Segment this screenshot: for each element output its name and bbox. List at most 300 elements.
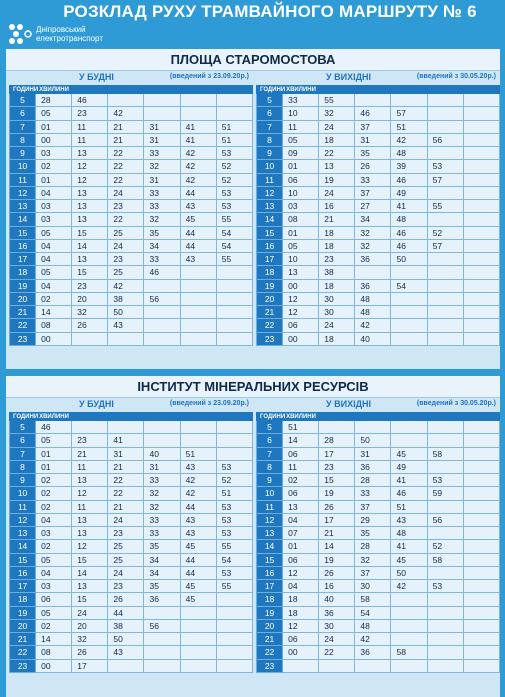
minute-cell: 13 (72, 513, 108, 526)
minute-cell: 02 (36, 500, 72, 513)
minute-cell: 05 (36, 107, 72, 120)
hour-cell: 17 (10, 580, 36, 593)
hour-cell: 8 (10, 133, 36, 146)
minute-cell (144, 94, 180, 107)
minute-cell: 04 (36, 253, 72, 266)
minute-cell: 05 (36, 434, 72, 447)
minute-cell: 05 (36, 266, 72, 279)
table-row (257, 633, 500, 646)
minute-cell: 12 (283, 566, 319, 579)
minute-cell (463, 659, 499, 672)
weekend-label: У ВИХІДНІ (326, 399, 371, 409)
minute-cell: 52 (216, 173, 252, 186)
minute-cell (180, 421, 216, 434)
table-row (10, 566, 253, 579)
minute-cell: 53 (216, 147, 252, 160)
table-row (257, 94, 500, 107)
hour-cell: 7 (257, 447, 283, 460)
table-row (10, 107, 253, 120)
minute-cell: 33 (144, 253, 180, 266)
minute-cell (427, 94, 463, 107)
minute-cell: 43 (180, 460, 216, 473)
minute-cell: 28 (355, 540, 391, 553)
minute-cell: 16 (319, 580, 355, 593)
table-row (257, 566, 500, 579)
table-row (10, 266, 253, 279)
hour-cell: 7 (10, 447, 36, 460)
minute-cell (463, 633, 499, 646)
minute-cell (72, 421, 108, 434)
table-row (10, 133, 253, 146)
minute-cell: 43 (180, 253, 216, 266)
weekday-schedule (9, 398, 253, 673)
minute-cell: 36 (355, 646, 391, 659)
minute-cell: 42 (180, 487, 216, 500)
minute-cell (463, 253, 499, 266)
minute-cell (463, 566, 499, 579)
hour-cell: 7 (10, 120, 36, 133)
minute-cell: 03 (36, 580, 72, 593)
minute-cell (427, 500, 463, 513)
minute-cell: 51 (216, 133, 252, 146)
minute-cell (427, 460, 463, 473)
minute-cell: 52 (427, 540, 463, 553)
minute-cell: 42 (180, 160, 216, 173)
minute-cell: 22 (319, 646, 355, 659)
minute-cell (463, 213, 499, 226)
hour-cell: 6 (10, 107, 36, 120)
minute-cell: 35 (355, 527, 391, 540)
minute-cell (427, 186, 463, 199)
minute-cell: 34 (144, 553, 180, 566)
minute-cell (463, 580, 499, 593)
minute-cell (216, 279, 252, 292)
hour-cell: 9 (257, 474, 283, 487)
minute-cell: 05 (36, 553, 72, 566)
minute-cell (216, 266, 252, 279)
minute-cell: 04 (36, 566, 72, 579)
minute-cell (180, 434, 216, 447)
minute-cell: 09 (283, 147, 319, 160)
minute-cell: 12 (283, 292, 319, 305)
minute-cell: 51 (216, 487, 252, 500)
minute-cell (216, 619, 252, 632)
minute-cell (391, 266, 427, 279)
minute-cell: 52 (216, 474, 252, 487)
minute-cell: 54 (355, 606, 391, 619)
minute-cell: 21 (108, 120, 144, 133)
minute-cell: 12 (72, 173, 108, 186)
hour-cell: 10 (257, 487, 283, 500)
minute-cell (319, 659, 355, 672)
table-row (257, 447, 500, 460)
minute-cell: 53 (216, 200, 252, 213)
minute-cell: 23 (72, 279, 108, 292)
minute-cell: 15 (72, 266, 108, 279)
minute-cell: 10 (283, 186, 319, 199)
page-title: РОЗКЛАД РУХУ ТРАМВАЙНОГО МАРШРУТУ № 6 (63, 2, 477, 21)
minute-cell: 10 (283, 253, 319, 266)
minute-cell (427, 266, 463, 279)
minute-cell: 21 (72, 447, 108, 460)
minute-cell: 53 (216, 566, 252, 579)
table-row (10, 421, 253, 434)
hour-cell: 6 (10, 434, 36, 447)
minute-cell: 21 (108, 500, 144, 513)
stop-title: ІНСТИТУТ МІНЕРАЛЬНИХ РЕСУРСІВ (6, 376, 500, 398)
minute-cell (144, 319, 180, 332)
hour-cell: 9 (10, 147, 36, 160)
table-row (257, 619, 500, 632)
table-row (10, 160, 253, 173)
table-row (257, 659, 500, 672)
table-row (10, 226, 253, 239)
minute-cell: 19 (319, 173, 355, 186)
minute-cell: 51 (180, 447, 216, 460)
minute-cell (427, 306, 463, 319)
minute-cell: 03 (36, 527, 72, 540)
hour-cell: 14 (257, 213, 283, 226)
minute-cell: 27 (355, 200, 391, 213)
minute-cell: 26 (72, 319, 108, 332)
minute-cell: 11 (72, 500, 108, 513)
minute-cell: 43 (108, 319, 144, 332)
table-row (257, 292, 500, 305)
minute-cell: 30 (319, 292, 355, 305)
minute-cell: 52 (427, 226, 463, 239)
minute-cell: 32 (319, 107, 355, 120)
minute-cell (463, 606, 499, 619)
minute-cell: 15 (72, 553, 108, 566)
minute-cell: 14 (72, 566, 108, 579)
table-row (257, 474, 500, 487)
minute-cell: 35 (144, 540, 180, 553)
minute-cell: 32 (355, 226, 391, 239)
minute-cell (463, 332, 499, 345)
minute-cell (463, 279, 499, 292)
minute-cell (391, 606, 427, 619)
minute-cell (144, 332, 180, 345)
minute-cell: 13 (72, 147, 108, 160)
schedule-table (9, 412, 253, 673)
minute-cell: 21 (108, 460, 144, 473)
minute-cell: 00 (283, 279, 319, 292)
hour-cell: 18 (10, 266, 36, 279)
minute-cell: 48 (355, 292, 391, 305)
hour-cell: 18 (257, 266, 283, 279)
hour-cell: 8 (257, 460, 283, 473)
hour-cell: 9 (257, 147, 283, 160)
table-row (10, 147, 253, 160)
minute-cell (216, 292, 252, 305)
table-row (10, 633, 253, 646)
minute-cell (463, 120, 499, 133)
minute-cell: 56 (427, 513, 463, 526)
minute-cell: 45 (180, 540, 216, 553)
minute-cell (216, 319, 252, 332)
hour-cell: 22 (257, 646, 283, 659)
table-row (10, 332, 253, 345)
minute-cell (180, 332, 216, 345)
hour-cell: 21 (257, 306, 283, 319)
minute-cell (108, 94, 144, 107)
minute-cell: 46 (391, 239, 427, 252)
table-row (257, 186, 500, 199)
table-row (257, 606, 500, 619)
minute-cell (427, 253, 463, 266)
minute-cell (391, 94, 427, 107)
minute-cell (355, 659, 391, 672)
minute-cell: 11 (72, 133, 108, 146)
hour-cell: 12 (10, 186, 36, 199)
minute-cell: 15 (319, 474, 355, 487)
minute-cell (180, 319, 216, 332)
minute-cell (180, 633, 216, 646)
minutes-header: ХВИЛИНИ (36, 413, 253, 421)
table-row (257, 580, 500, 593)
hour-cell: 9 (10, 474, 36, 487)
minute-cell: 22 (108, 173, 144, 186)
table-row (10, 279, 253, 292)
minutes-header: ХВИЛИНИ (36, 86, 253, 94)
minute-cell (216, 332, 252, 345)
minute-cell: 38 (319, 266, 355, 279)
minute-cell (180, 619, 216, 632)
minute-cell: 17 (319, 513, 355, 526)
stop-section-ploshcha-staromostova (6, 49, 500, 369)
minute-cell (180, 292, 216, 305)
minute-cell: 31 (355, 133, 391, 146)
minute-cell: 42 (108, 107, 144, 120)
minute-cell: 12 (72, 160, 108, 173)
minute-cell: 35 (144, 580, 180, 593)
minute-cell: 06 (283, 447, 319, 460)
weekday-label: У БУДНІ (79, 399, 114, 409)
minute-cell: 55 (319, 94, 355, 107)
minute-cell: 32 (144, 160, 180, 173)
minute-cell (427, 332, 463, 345)
table-row (10, 434, 253, 447)
minute-cell: 06 (283, 553, 319, 566)
minute-cell (463, 500, 499, 513)
minute-cell (463, 460, 499, 473)
minute-cell: 46 (72, 94, 108, 107)
minute-cell: 41 (180, 133, 216, 146)
minute-cell (463, 421, 499, 434)
minute-cell: 24 (108, 513, 144, 526)
minute-cell (391, 619, 427, 632)
hours-header: ГОДИНИ (257, 413, 283, 421)
minute-cell (391, 659, 427, 672)
hour-cell: 13 (10, 200, 36, 213)
minute-cell (391, 633, 427, 646)
minute-cell: 05 (283, 133, 319, 146)
table-row (257, 540, 500, 553)
minute-cell: 53 (216, 460, 252, 473)
minute-cell: 40 (355, 332, 391, 345)
minute-cell: 26 (108, 593, 144, 606)
minute-cell: 11 (283, 460, 319, 473)
minute-cell (144, 606, 180, 619)
hour-cell: 12 (257, 186, 283, 199)
minute-cell: 53 (427, 160, 463, 173)
minute-cell (463, 107, 499, 120)
minute-cell (463, 474, 499, 487)
hour-cell: 13 (257, 200, 283, 213)
hour-cell: 16 (10, 239, 36, 252)
minute-cell: 58 (427, 447, 463, 460)
hour-cell: 20 (257, 292, 283, 305)
table-row (257, 239, 500, 252)
minute-cell: 19 (319, 487, 355, 500)
minute-cell: 40 (144, 447, 180, 460)
minute-cell: 41 (180, 120, 216, 133)
hour-cell: 19 (10, 606, 36, 619)
minute-cell: 52 (216, 160, 252, 173)
hour-cell: 14 (10, 213, 36, 226)
minute-cell: 01 (36, 447, 72, 460)
minute-cell: 51 (283, 421, 319, 434)
minute-cell: 16 (319, 200, 355, 213)
minute-cell: 42 (108, 279, 144, 292)
hour-cell: 22 (10, 646, 36, 659)
minute-cell: 54 (216, 239, 252, 252)
minute-cell: 50 (108, 306, 144, 319)
hour-cell: 22 (10, 319, 36, 332)
minute-cell: 22 (319, 147, 355, 160)
minute-cell: 00 (283, 646, 319, 659)
hour-cell: 16 (10, 566, 36, 579)
hour-cell: 20 (10, 292, 36, 305)
minute-cell: 36 (355, 253, 391, 266)
table-row (257, 147, 500, 160)
hour-cell: 20 (10, 619, 36, 632)
minute-cell (180, 306, 216, 319)
minute-cell (108, 421, 144, 434)
minute-cell: 28 (355, 474, 391, 487)
minute-cell: 25 (108, 226, 144, 239)
minute-cell: 43 (391, 513, 427, 526)
minute-cell (463, 540, 499, 553)
minute-cell: 31 (144, 460, 180, 473)
hour-cell: 23 (10, 332, 36, 345)
minute-cell (144, 659, 180, 672)
minute-cell: 11 (283, 120, 319, 133)
minute-cell: 41 (391, 474, 427, 487)
minute-cell: 04 (36, 279, 72, 292)
hour-cell: 10 (10, 160, 36, 173)
table-row (10, 239, 253, 252)
minute-cell: 37 (355, 120, 391, 133)
minute-cell: 18 (319, 332, 355, 345)
weekend-schedule (256, 398, 500, 673)
table-row (10, 186, 253, 199)
minute-cell (463, 306, 499, 319)
minute-cell: 46 (144, 266, 180, 279)
minute-cell: 24 (72, 606, 108, 619)
minute-cell: 02 (36, 474, 72, 487)
hour-cell: 7 (257, 120, 283, 133)
hour-cell: 14 (257, 540, 283, 553)
minute-cell (144, 633, 180, 646)
minute-cell: 18 (319, 279, 355, 292)
minute-cell (355, 266, 391, 279)
minute-cell: 04 (36, 186, 72, 199)
minute-cell: 28 (36, 94, 72, 107)
minute-cell: 58 (355, 593, 391, 606)
minute-cell: 51 (391, 500, 427, 513)
minute-cell: 30 (355, 580, 391, 593)
table-row (257, 646, 500, 659)
minute-cell: 08 (36, 319, 72, 332)
minute-cell: 37 (355, 566, 391, 579)
weekend-intro: (введений з 30.05.20р.) (416, 400, 496, 407)
hour-cell: 13 (10, 527, 36, 540)
minute-cell (427, 633, 463, 646)
minute-cell: 02 (36, 619, 72, 632)
hour-cell: 15 (257, 226, 283, 239)
table-row (10, 580, 253, 593)
minute-cell: 14 (283, 434, 319, 447)
minute-cell (283, 659, 319, 672)
hour-cell: 10 (10, 487, 36, 500)
minute-cell (144, 107, 180, 120)
minute-cell (463, 553, 499, 566)
table-row (10, 253, 253, 266)
table-row (257, 421, 500, 434)
minute-cell: 44 (180, 186, 216, 199)
hour-cell: 23 (257, 332, 283, 345)
minute-cell: 02 (36, 540, 72, 553)
minute-cell: 21 (319, 527, 355, 540)
table-row (10, 593, 253, 606)
minute-cell: 56 (427, 133, 463, 146)
minute-cell: 45 (391, 447, 427, 460)
table-row (10, 659, 253, 672)
minute-cell: 45 (180, 213, 216, 226)
table-row (257, 160, 500, 173)
minute-cell: 44 (180, 500, 216, 513)
minute-cell: 42 (180, 474, 216, 487)
minute-cell (180, 94, 216, 107)
minute-cell (180, 646, 216, 659)
hour-cell: 23 (257, 659, 283, 672)
table-row (257, 487, 500, 500)
table-row (10, 487, 253, 500)
minute-cell: 12 (283, 619, 319, 632)
table-row (257, 553, 500, 566)
minute-cell (216, 94, 252, 107)
hour-cell: 18 (257, 593, 283, 606)
minute-cell (427, 527, 463, 540)
minute-cell (319, 421, 355, 434)
minute-cell: 33 (144, 186, 180, 199)
minute-cell: 51 (391, 120, 427, 133)
minute-cell: 50 (391, 253, 427, 266)
minute-cell: 46 (391, 226, 427, 239)
table-row (257, 253, 500, 266)
minute-cell: 13 (72, 474, 108, 487)
page-header (0, 0, 505, 48)
minute-cell: 31 (144, 120, 180, 133)
minute-cell: 50 (391, 566, 427, 579)
table-row (257, 319, 500, 332)
minute-cell: 55 (216, 253, 252, 266)
minute-cell (180, 266, 216, 279)
minute-cell: 36 (319, 606, 355, 619)
minute-cell: 48 (355, 619, 391, 632)
table-row (10, 540, 253, 553)
